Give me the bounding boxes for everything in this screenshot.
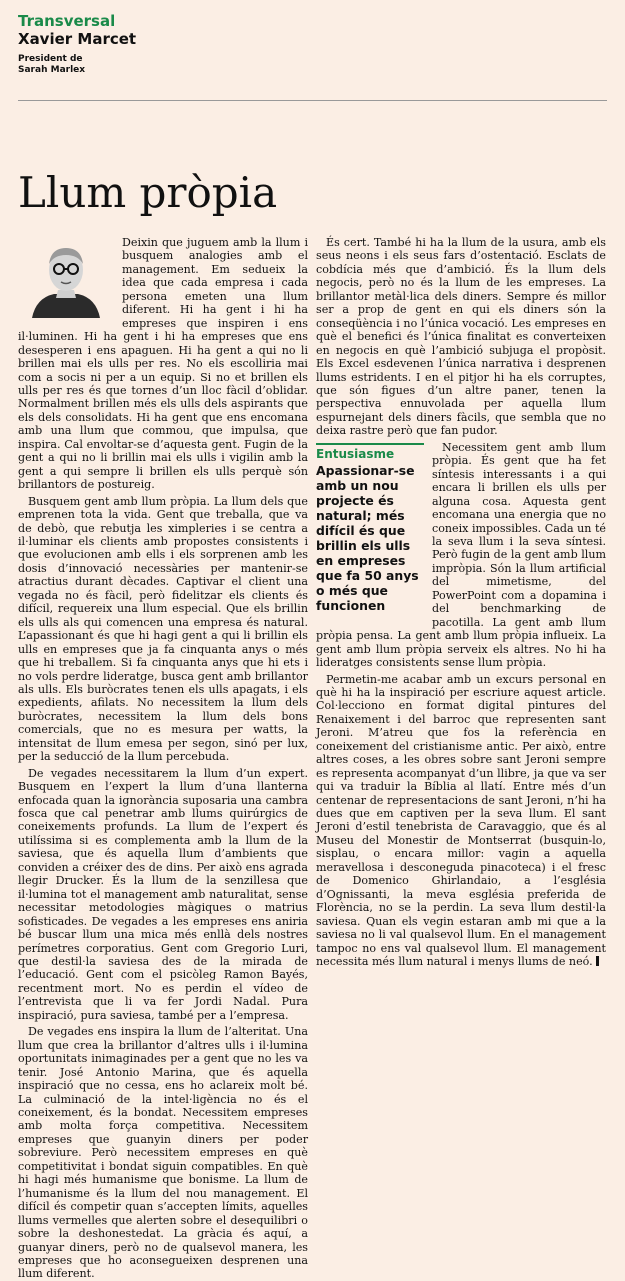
end-of-article-mark <box>596 956 599 966</box>
author-role: President de Sarah Marlex <box>18 54 86 75</box>
pull-quote <box>316 443 424 613</box>
article-column-2 <box>316 236 606 1194</box>
section-label: Transversal <box>18 12 116 30</box>
pull-quote-title: Entusiasme <box>316 446 395 461</box>
author-photo <box>18 238 114 318</box>
paragraph: És cert. També hi ha la llum de la usura, amb els seus neons i els seus fars d’ostentació. Esclats de cobdícia més que d’ambició. És la llum dels negocis, però no és la llum de les empreses. La brillantor metàl·lica dels diners. Sempre és millor ser a prop de gent en qui els diners són la conseqüència i no l’única vocació. Les empreses en què el benefici és l’única finalitat es converteixen en negocis en què l’ambició subjuga el propòsit. Els Excel esdevenen l’única narrativa i desprenen llums estridents. I en el pitjor hi ha els corruptes, que són figues d’un altre paner, tenen la perspectiva ennuvolada per aquella llum espurnejant dels diners fàcils, que sembla que no deixa rastre però que fan pudor. <box>316 236 606 438</box>
pull-quote-text: Apassionar-se amb un nou projecte és natural; més difícil és que brillin els ulls en empreses que fa 50 anys o més que funcionen <box>316 462 419 613</box>
article-column-1 <box>18 236 308 1281</box>
paragraph: De vegades ens inspira la llum de l’alteritat. Una llum que crea la brillantor d’altres ulls i il·lumina oportunitats inimaginades per a gent que no les va tenir. José Antonio Marina, que és aquella inspiració que no cessa, ens ho aclareix molt bé. La culminació de la intel·ligència no és el coneixement, és la bondat. Necessitem empreses amb molta força competitiva. Necessitem empreses que guanyin diners per poder sobreviure. Però necessitem empreses en què competitivitat i bondat siguin compatibles. En què hi hagi més humanisme que bonisme. La llum de l’humanisme és la llum del nou management. El difícil és competir quan s’accepten límits, aquelles llums vermelles que alerten sobre el desequilibri o sobre la deshonestedat. La gràcia és aquí, a guanyar diners, però no de qualsevol manera, les empreses que ho aconsegueixen desprenen una llum diferent. <box>18 1025 308 1281</box>
article-header <box>18 12 318 76</box>
paragraph: Permetin-me acabar amb un excurs personal en què hi ha la inspiració per escriure aquest article. Col·lecciono en format digital pintures del Renaixement i del barroc que representen sant Jeroni. M’atreu que fos la referència en coneixement del cristianisme antic. Per això, entre altres coses, a les obres sobre sant Jeroni sempre es representa acompanyat d’un llibre, ja que va ser qui va traduir la Bíblia al llatí. Entre més d’un centenar de representacions de sant Jeroni, n’hi ha dues que em captiven per la seva llum. El sant Jeroni d’estil tenebrista de Caravaggio, que és al Museu del Monestir de Montserrat (busquin-lo, sisplau, o encara millor: vagin a aquella meravellosa i desconeguda pinacoteca) i el fresc de Domenico Ghirlandaio, a l’església d’Ognissanti, la meva església preferida de Florència, no se la perdin. La seva llum destil·la saviesa. Quan els vegin estaran amb mi que a la saviesa no li val qualsevol llum. En el management tampoc no ens val qualsevol llum. El management necessita més llum natural i menys llums de neó. <box>316 672 606 969</box>
paragraph: Deixin que juguem amb la llum i busquem analogies amb el management. Em sedueix la idea que cada empresa i cada persona emeten una llum diferent. Hi ha gent i hi ha empreses que inspiren i ens il·luminen. Hi ha gent i hi ha empreses que ens desesperen i ens apaguen. Hi ha gent a qui no li brillen mai els ulls per res. No els escolliria mai com a socis ni per a un equip. Si no et brillen els ulls per res és que tornes d’un lloc fàcil d’oblidar. Normalment brillen més els ulls dels aspirants que els dels consolidats. Hi ha gent que ens encomana amb una llum que commou, que impulsa, que inspira. Cal envoltar-se d’aquesta gent. Fugin de la gent a qui no li brillin mai els ulls i vigilin amb la gent a qui sempre li brillen els ulls perquè són brillantors de postureig. <box>18 236 308 492</box>
author-name: Xavier Marcet <box>18 30 137 48</box>
header-divider <box>18 100 607 101</box>
headline: Llum pròpia <box>18 168 278 217</box>
paragraph: Necessitem gent amb llum pròpia. És gent que ha fet síntesis interessants i a qui encara li brillen els ulls per alguna cosa. Aquesta gent encomana una energia que no coneix impossibles. Cada un té la seva llum i la seva síntesi. Però fugin de la gent amb llum impròpia. Són la llum artificial del mimetisme, del PowerPoint com a dopamina i del benchmarking de pacotilla. La gent amb llum pròpia pensa. La gent amb llum pròpia influeix. La gent amb llum pròpia serveix els altres. No hi ha lideratges consistents sense llum pròpia. <box>316 440 606 670</box>
paragraph: De vegades necessitarem la llum d’un expert. Busquem en l’expert la llum d’una llanterna enfocada quan la ignorància suposaria una cambra fosca que cal penetrar amb llums quirúrgics de coneixements profunds. La llum de l’expert és utilíssima si es complementa amb la llum de la saviesa, que és aquella llum d’ambients que conviden a créixer des de dins. Per això ens agrada llegir Drucker. És la llum de la senzillesa que il·lumina tot el management amb naturalitat, sense necessitar metodologies màgiques o matrius sofisticades. De vegades a les empreses ens aniria bé buscar llum una mica més enllà dels nostres perímetres corporatius. Gent com Gregorio Luri, que destil·la saviesa des de la mirada de l’educació. Gent com el psicòleg Ramon Bayés, recentment mort. No es perdin el vídeo de l’entrevista que li va fer Jordi Nadal. Pura inspiració, pura saviesa, també per a l’empresa. <box>18 766 308 1022</box>
paragraph: Busquem gent amb llum pròpia. La llum dels que emprenen tota la vida. Gent que treballa, que va de debò, que rebutja les ximpleries i se centra a il·luminar els clients amb propostes consistents i que evolucionen amb ells i els sorprenen amb les dosis d’innovació necessàries per mantenir-se atractius durant dècades. Captivar el client una vegada no és fàcil, però fidelitzar els clients és difícil, requereix una llum especial. Que els brillin els ulls als qui comencen una empresa és natural. L’apassionant és que hi hagi gent a qui li brillin els ulls en empreses que ja fa cinquanta anys o més que hi treballem. Si fa cinquanta anys que hi ets i no vols perdre lideratge, busca gent amb brillantor als ulls. Els buròcrates tenen els ulls apagats, i els expedients, afilats. No necessitem la llum dels buròcrates, necessitem la llum dels bons comercials, que no es mesura per watts, la intensitat de llum emesa per segon, sinó per lux, per la seducció de la llum percebuda. <box>18 494 308 764</box>
